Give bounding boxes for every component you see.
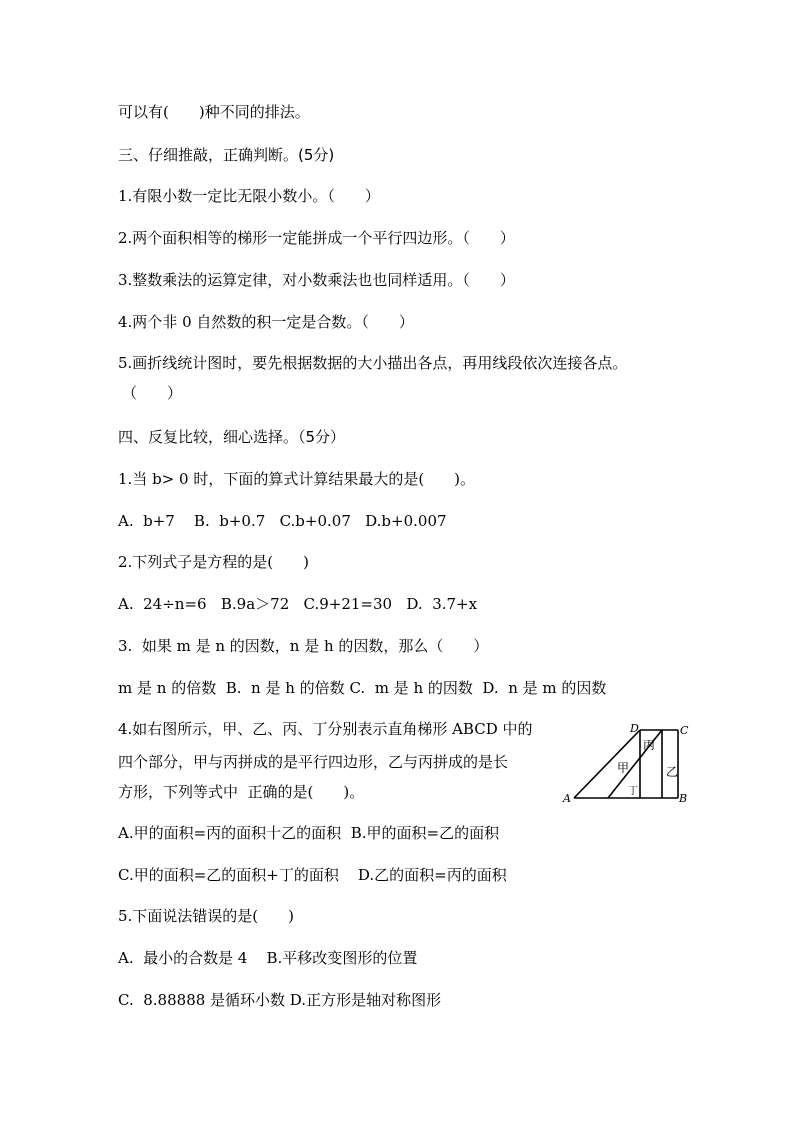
choice-question-3: 3. 如果 m 是 n 的因数，n 是 h 的因数，那么（ ）: [118, 637, 489, 655]
region-bing-label: 丙: [643, 738, 656, 752]
vertex-a-label: A: [563, 792, 571, 805]
judge-item-4: 4.两个非 0 自然数的积一定是合数。（ ）: [118, 313, 414, 331]
choice-options-5-row-2: C. 8.88888 是循环小数 D.正方形是轴对称图形: [118, 991, 442, 1009]
region-ding-label: 丁: [628, 786, 638, 797]
vertex-b-label: B: [679, 792, 688, 805]
judge-item-3: 3.整数乘法的运算定律，对小数乘法也也同样适用。（ ）: [118, 271, 515, 289]
section-three-heading: 三、仔细推敲，正确判断。(5分): [118, 146, 335, 164]
vertex-d-label: D: [630, 722, 639, 735]
judge-item-1: 1.有限小数一定比无限小数小。（ ）: [118, 187, 380, 205]
choice-question-4-line-3: 方形，下列等式中 正确的是( )。: [118, 783, 365, 801]
choice-options-4-row-2: C.甲的面积=乙的面积+丁的面积 D.乙的面积=丙的面积: [118, 866, 507, 884]
choice-question-1: 1.当 b> 0 时，下面的算式计算结果最大的是( )。: [118, 470, 476, 488]
choice-options-4-row-1: A.甲的面积=丙的面积十乙的面积 B.甲的面积=乙的面积: [118, 824, 500, 842]
vertex-c-label: C: [680, 724, 689, 737]
section-four-heading: 四、反复比较，细心选择。（5分）: [118, 428, 346, 446]
choice-question-5: 5.下面说法错误的是( ): [118, 907, 295, 925]
judge-item-2: 2.两个面积相等的梯形一定能拼成一个平行四边形。（ ）: [118, 229, 515, 247]
choice-options-1: A. b+7 B. b+0.7 C.b+0.07 D.b+0.007: [118, 512, 447, 530]
choice-question-4-line-1: 4.如右图所示，甲、乙、丙、丁分别表示直角梯形 ABCD 中的: [118, 720, 533, 738]
region-jia-label: 甲: [617, 761, 630, 775]
choice-options-3: m 是 n 的倍数 B. n 是 h 的倍数 C. m 是 h 的因数 D. n 是 m 的因数: [118, 679, 607, 697]
region-yi-label: 乙: [666, 765, 679, 779]
choice-options-5-row-1: A. 最小的合数是 4 B.平移改变图形的位置: [118, 949, 418, 967]
choice-question-2: 2.下列式子是方程的是( ): [118, 553, 310, 571]
trapezoid-figure: [562, 722, 698, 806]
judge-item-5-blank: （ ）: [122, 384, 183, 402]
text-line-arrangements: 可以有( )种不同的排法。: [118, 103, 310, 121]
judge-item-5: 5.画折线统计图时，要先根据数据的大小描出各点，再用线段依次连接各点。: [118, 354, 628, 372]
choice-options-2: A. 24÷n=6 B.9a＞72 C.9+21=30 D. 3.7+x: [118, 595, 478, 613]
choice-question-4-line-2: 四个部分，甲与丙拼成的是平行四边形，乙与丙拼成的是长: [118, 753, 509, 771]
